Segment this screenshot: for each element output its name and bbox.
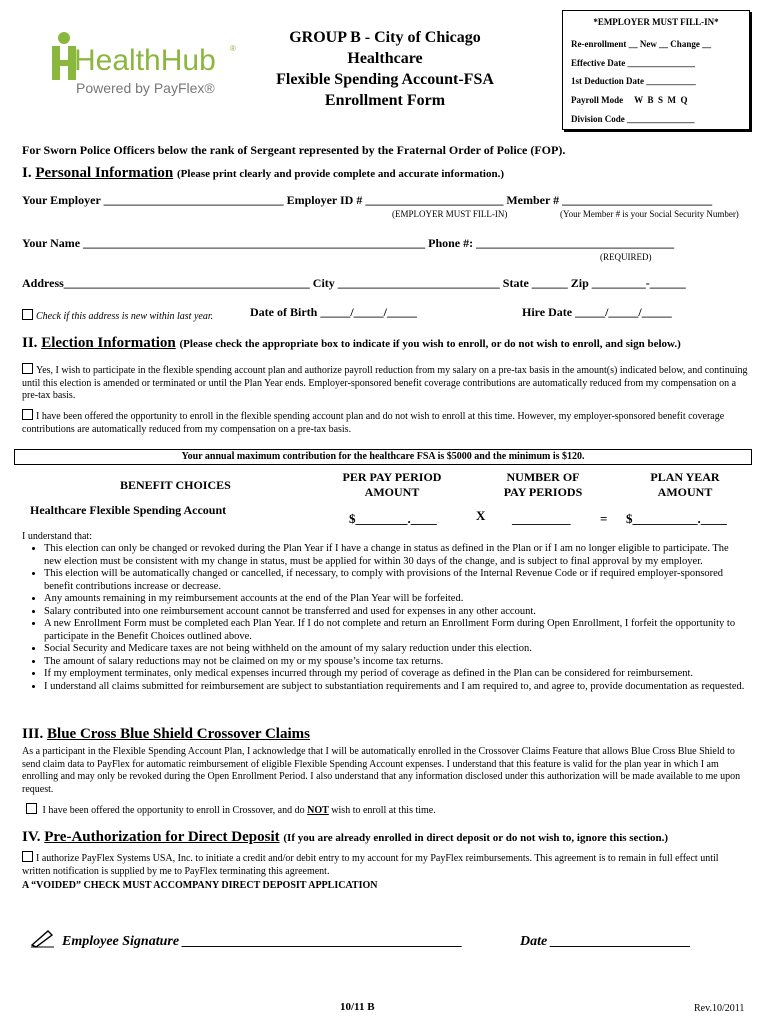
crossover-opt-out-checkbox[interactable] — [26, 803, 37, 814]
term-item: • Any amounts remaining in my reimbursement accounts at the end of the Plan Year will be forfeited. — [44, 593, 748, 606]
section-4-title: Pre-Authorization for Direct Deposit — [44, 829, 280, 845]
crossover-text: As a participant in the Flexible Spending Account Plan, I acknowledge that I will be automatically enrolled in the Crossover Claims Feature that allows Blue Cross Blue Shield to send claim data to PayFlex for automatic reimbursement of eligible Flexible Spending Account expenses. I understand that this feature is valid for the plan year in which I am enrolling and may only be revoked during the Open Enrollment Period. I also understand that any information disclosed under this authorization will be made available to me upon request. — [22, 746, 741, 795]
benefit-choices-header: BENEFIT CHOICES — [120, 478, 231, 492]
section-2-number: II. — [22, 335, 38, 351]
employer-box-heading: *EMPLOYER MUST FILL-IN* — [593, 17, 719, 27]
section-3-number: III. — [22, 726, 44, 742]
plan-year-amount-field[interactable]: $__________.____ — [626, 511, 727, 526]
section-4-note: (If you are already enrolled in direct deposit or do not wish to, ignore this section.) — [283, 832, 669, 844]
section-3-title: Blue Cross Blue Shield Crossover Claims — [47, 726, 310, 742]
title-line-1: GROUP B - City of Chicago — [289, 29, 481, 46]
section-1-title: Personal Information — [35, 165, 174, 181]
term-item: • Salary contributed into one reimbursement account cannot be transferred and used for expenses in any other account. — [44, 606, 748, 619]
title-line-3: Flexible Spending Account-FSA — [276, 71, 494, 88]
term-item: • This election will be automatically changed or cancelled, if necessary, to comply with provisions of the Internal Revenue Code or if required employer-sponsored benefit contributions increase or decrease. — [44, 568, 748, 593]
term-item: • The amount of salary reductions may not be claimed on my or my spouse’s income tax returns. — [44, 656, 748, 669]
section-1-number: I. — [22, 165, 32, 181]
title-line-4: Enrollment Form — [324, 92, 446, 109]
crossover-not-text: NOT — [307, 805, 329, 816]
equals-sign: = — [600, 511, 608, 526]
logo-name: HealthHub — [74, 44, 216, 77]
term-item: • I understand all claims submitted for reimbursement are subject to substantiation requirements and I am required to, and agree to, provide documentation as requested. — [44, 681, 748, 694]
max-contribution-note: Your annual maximum contribution for the healthcare FSA is $5000 and the minimum is $120. — [14, 449, 752, 465]
direct-deposit-text: I authorize PayFlex Systems USA, Inc. to initiate a credit and/or debit entry to my account for my PayFlex reimbursements. This agreement is to remain in full effect until written notification is supplied by me to PayFlex terminating this agreement. — [22, 853, 719, 877]
date-of-birth-field[interactable]: Date of Birth _____/_____/_____ — [250, 305, 417, 319]
division-code-field[interactable]: Division Code _______________ — [571, 114, 695, 124]
per-pay-period-header — [333, 470, 451, 500]
section-2-title: Election Information — [41, 335, 176, 351]
member-note: (Your Member # is your Social Security Number) — [560, 209, 739, 219]
per-pay-period-amount-field[interactable]: $________.____ — [349, 511, 437, 526]
section-4-number: IV. — [22, 829, 41, 845]
signature-date-field[interactable]: Date ____________________ — [520, 934, 691, 949]
per-pay-period-header-2: AMOUNT — [364, 485, 420, 499]
logo-tagline: Powered by PayFlex® — [76, 80, 215, 96]
term-item: • A new Enrollment Form must be completed each Plan Year. If I do not complete and return an Enrollment Form during Open Enrollment, I forfeit the opportunity to participate in the Benefit Choices outlined above. — [44, 618, 748, 643]
voided-check-note: A “VOIDED” CHECK MUST ACCOMPANY DIRECT DEPOSIT APPLICATION — [22, 880, 378, 891]
section-1-heading — [22, 165, 504, 182]
number-of-periods-header — [488, 470, 598, 500]
number-of-periods-header-1: NUMBER OF — [506, 470, 580, 484]
new-address-label: Check if this address is new within last year. — [36, 311, 214, 322]
crossover-opt-out-text-1: I have been offered the opportunity to enroll in Crossover, and do — [42, 805, 305, 816]
first-deduction-date-field[interactable]: 1st Deduction Date ___________ — [571, 76, 696, 86]
enroll-no-option[interactable] — [22, 409, 748, 436]
new-address-checkbox[interactable] — [22, 309, 33, 320]
logo-reg-mark: ® — [230, 44, 236, 53]
reenrollment-field[interactable]: Re-enrollment __ New __ Change __ — [571, 39, 712, 49]
enroll-no-checkbox[interactable] — [22, 409, 33, 420]
employer-id-note: (EMPLOYER MUST FILL-IN) — [392, 209, 508, 219]
healthcare-fsa-label: Healthcare Flexible Spending Account — [30, 503, 227, 517]
employer-fill-in-box — [562, 10, 750, 130]
term-item: • If my employment terminates, only medical expenses incurred through my period of coverage as defined in the Plan can be considered for reimbursement. — [44, 668, 748, 681]
title-line-2: Healthcare — [347, 50, 423, 67]
section-1-note: (Please print clearly and provide complete and accurate information.) — [177, 168, 505, 180]
direct-deposit-option[interactable] — [22, 851, 748, 878]
enroll-yes-option[interactable] — [22, 363, 748, 403]
phone-required-note: (REQUIRED) — [600, 252, 652, 262]
enroll-no-text: I have been offered the opportunity to enroll in the flexible spending account plan and do not wish to enroll at this time. However, my employer-sponsored benefit coverage contributions are automatically reduced from my compensation on a pre-tax basis. — [22, 411, 725, 435]
per-pay-period-header-1: PER PAY PERIOD — [342, 470, 442, 484]
form-title — [250, 27, 520, 111]
healthhub-logo — [44, 30, 244, 100]
pen-icon — [30, 928, 56, 948]
number-of-periods-header-2: PAY PERIODS — [503, 485, 583, 499]
enroll-yes-checkbox[interactable] — [22, 363, 33, 374]
crossover-opt-out-option[interactable] — [26, 803, 436, 816]
number-of-periods-field[interactable]: _________ — [512, 511, 571, 526]
revision-date: Rev.10/2011 — [694, 1003, 745, 1014]
understand-intro: I understand that: — [22, 531, 92, 542]
section-2-note: (Please check the appropriate box to indicate if you wish to enroll, or do not wish to enroll, and sign below.) — [179, 338, 681, 350]
intro-text: For Sworn Police Officers below the rank of Sergeant represented by the Fraternal Order of Police (FOP). — [22, 143, 566, 157]
plan-year-header-1: PLAN YEAR — [650, 470, 720, 484]
employer-line[interactable]: Your Employer ______________________________ Employer ID # _______________________ Member # _________________________ — [22, 193, 713, 207]
effective-date-field[interactable]: Effective Date _______________ — [571, 58, 695, 68]
employee-signature-field[interactable]: Employee Signature ________________________________________ — [62, 934, 463, 949]
crossover-opt-out-text-2: wish to enroll at this time. — [331, 805, 436, 816]
hire-date-field[interactable]: Hire Date _____/_____/_____ — [522, 305, 672, 319]
term-item: • This election can only be changed or revoked during the Plan Year if I have a change in status as defined in the Plan or if I am no longer eligible to participate. The new election must be consistent with my change in status, must be applied for within 30 days of the change, and is subject to final approval by my employer. — [44, 543, 748, 568]
section-4-heading — [22, 829, 668, 846]
plan-year-header-2: AMOUNT — [657, 485, 713, 499]
enroll-yes-text: Yes, I wish to participate in the flexible spending account plan and authorize payroll reduction from my salary on a pre-tax basis in the amount(s) indicated below, and continuing until this election is amended or terminated or until the Plan Year ends. Employer-sponsored benefit coverage contributions are automatically reduced from my compensation on a pre-tax basis. — [22, 365, 748, 401]
multiply-sign: X — [476, 508, 486, 523]
form-code: 10/11 B — [340, 1001, 375, 1013]
terms-list — [22, 543, 748, 693]
address-line[interactable]: Address_________________________________________ City ___________________________ State ______ Zip _________-______ — [22, 276, 686, 290]
plan-year-header — [630, 470, 740, 500]
direct-deposit-checkbox[interactable] — [22, 851, 33, 862]
term-item: • Social Security and Medicare taxes are not being withheld on the amount of my salary reduction under this election. — [44, 643, 748, 656]
section-3-heading — [22, 726, 310, 743]
new-address-option[interactable] — [22, 306, 213, 324]
name-phone-line[interactable]: Your Name _________________________________________________________ Phone #: _________________________________ — [22, 236, 675, 250]
payroll-mode-field[interactable]: Payroll Mode W B S M Q — [571, 95, 688, 105]
section-2-heading — [22, 335, 681, 352]
